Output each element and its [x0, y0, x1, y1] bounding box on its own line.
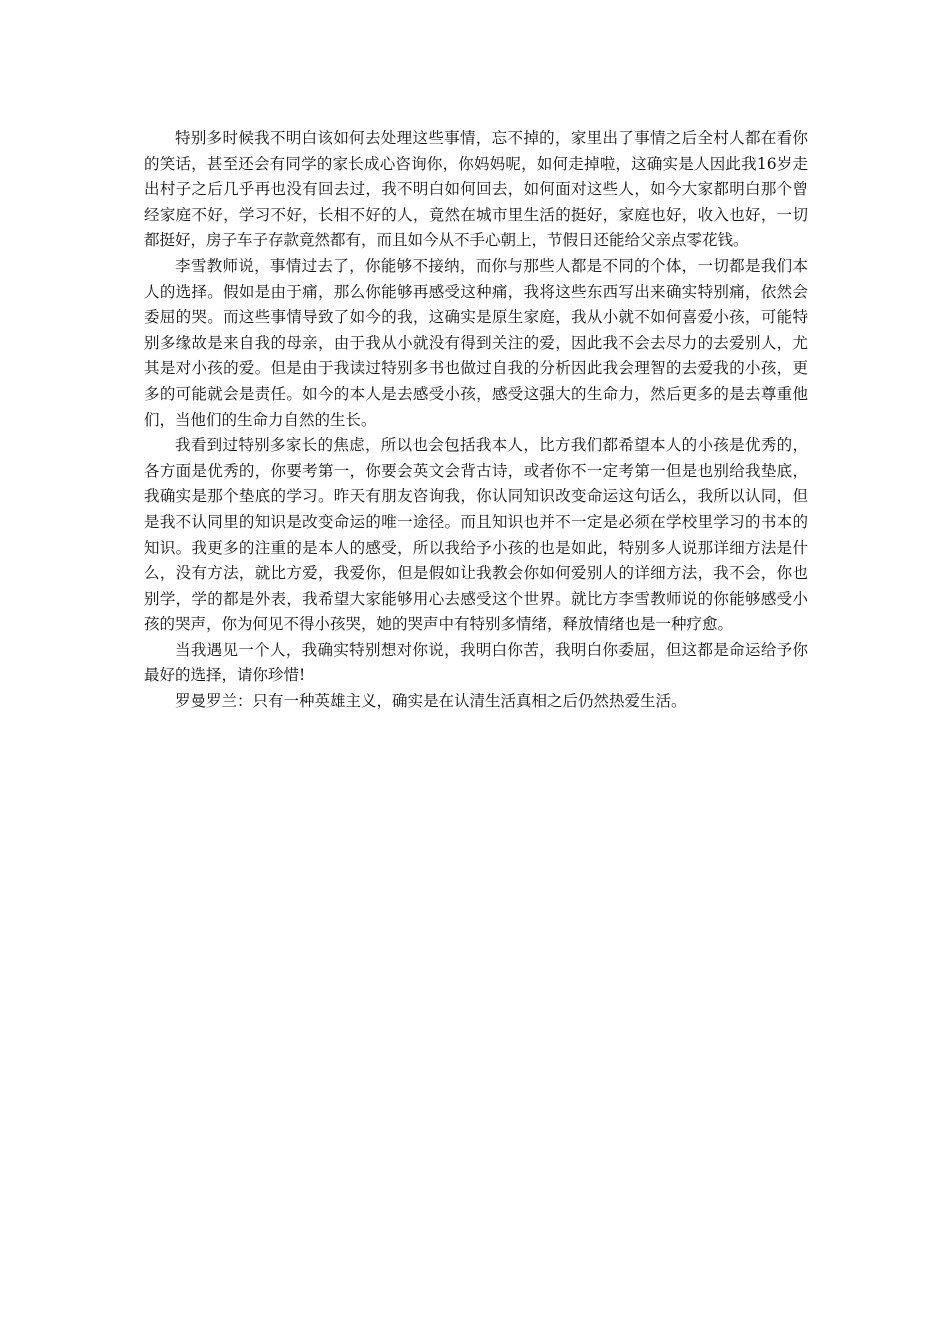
- paragraph: 罗曼罗兰：只有一种英雄主义，确实是在认清生活真相之后仍然热爱生活。: [175, 692, 687, 711]
- paragraph: 李雪教师说，事情过去了，你能够不接纳，而你与那些人都是不同的个体，一切都是我们本人的选择。假如是由于痛，那么你能够再感受这种痛，我将这些东西写出来确实特别痛，依然会委屈的哭。而这些事情导致了如今的我，这确实是原生家庭，我从小就不如何喜爱小孩，可能特别多缘故是来自我的母亲，由于我从小就没有得到关注的爱，因此我不会去尽力的去爱别人，尤其是对小孩的爱。但是由于我读过特别多书也做过自我的分析因此我会理智的去爱我的小孩，更多的可能就会是责任。如今的本人是去感受小孩，感受这强大的生命力，然后更多的是去尊重他们，当他们的生命力自然的生长。: [144, 256, 808, 429]
- document-body: [144, 126, 808, 715]
- paragraph: 当我遇见一个人，我确实特别想对你说，我明白你苦，我明白你委屈，但这都是命运给予你最好的选择，请你珍惜!: [144, 640, 808, 685]
- paragraph: 我看到过特别多家长的焦虑，所以也会包括我本人，比方我们都希望本人的小孩是优秀的，各方面是优秀的，你要考第一，你要会英文会背古诗，或者你不一定考第一但是也别给我垫底，我确实是那个垫底的学习。昨天有朋友咨询我，你认同知识改变命运这句话么，我所以认同，但是我不认同里的知识是改变命运的唯一途径。而且知识也并不一定是必须在学校里学习的书本的知识。我更多的注重的是本人的感受，所以我给予小孩的也是如此，特别多人说那详细方法是什么，没有方法，就比方爱，我爱你，但是假如让我教会你如何爱别人的详细方法，我不会，你也别学，学的都是外表，我希望大家能够用心去感受这个世界。就比方李雪教师说的你能够感受小孩的哭声，你为何见不得小孩哭，她的哭声中有特别多情绪，释放情绪也是一种疗愈。: [144, 436, 808, 634]
- paragraph: 特别多时候我不明白该如何去处理这些事情，忘不掉的，家里出了事情之后全村人都在看你的笑话，甚至还会有同学的家长成心咨询你，你妈妈呢，如何走掉啦，这确实是人因此我16岁走出村子之后几乎再也没有回去过，我不明白如何回去，如何面对这些人，如今大家都明白那个曾经家庭不好，学习不好，长相不好的人，竟然在城市里生活的挺好，家庭也好，收入也好，一切都挺好，房子车子存款竟然都有，而且如今从不手心朝上，节假日还能给父亲点零花钱。: [144, 129, 808, 250]
